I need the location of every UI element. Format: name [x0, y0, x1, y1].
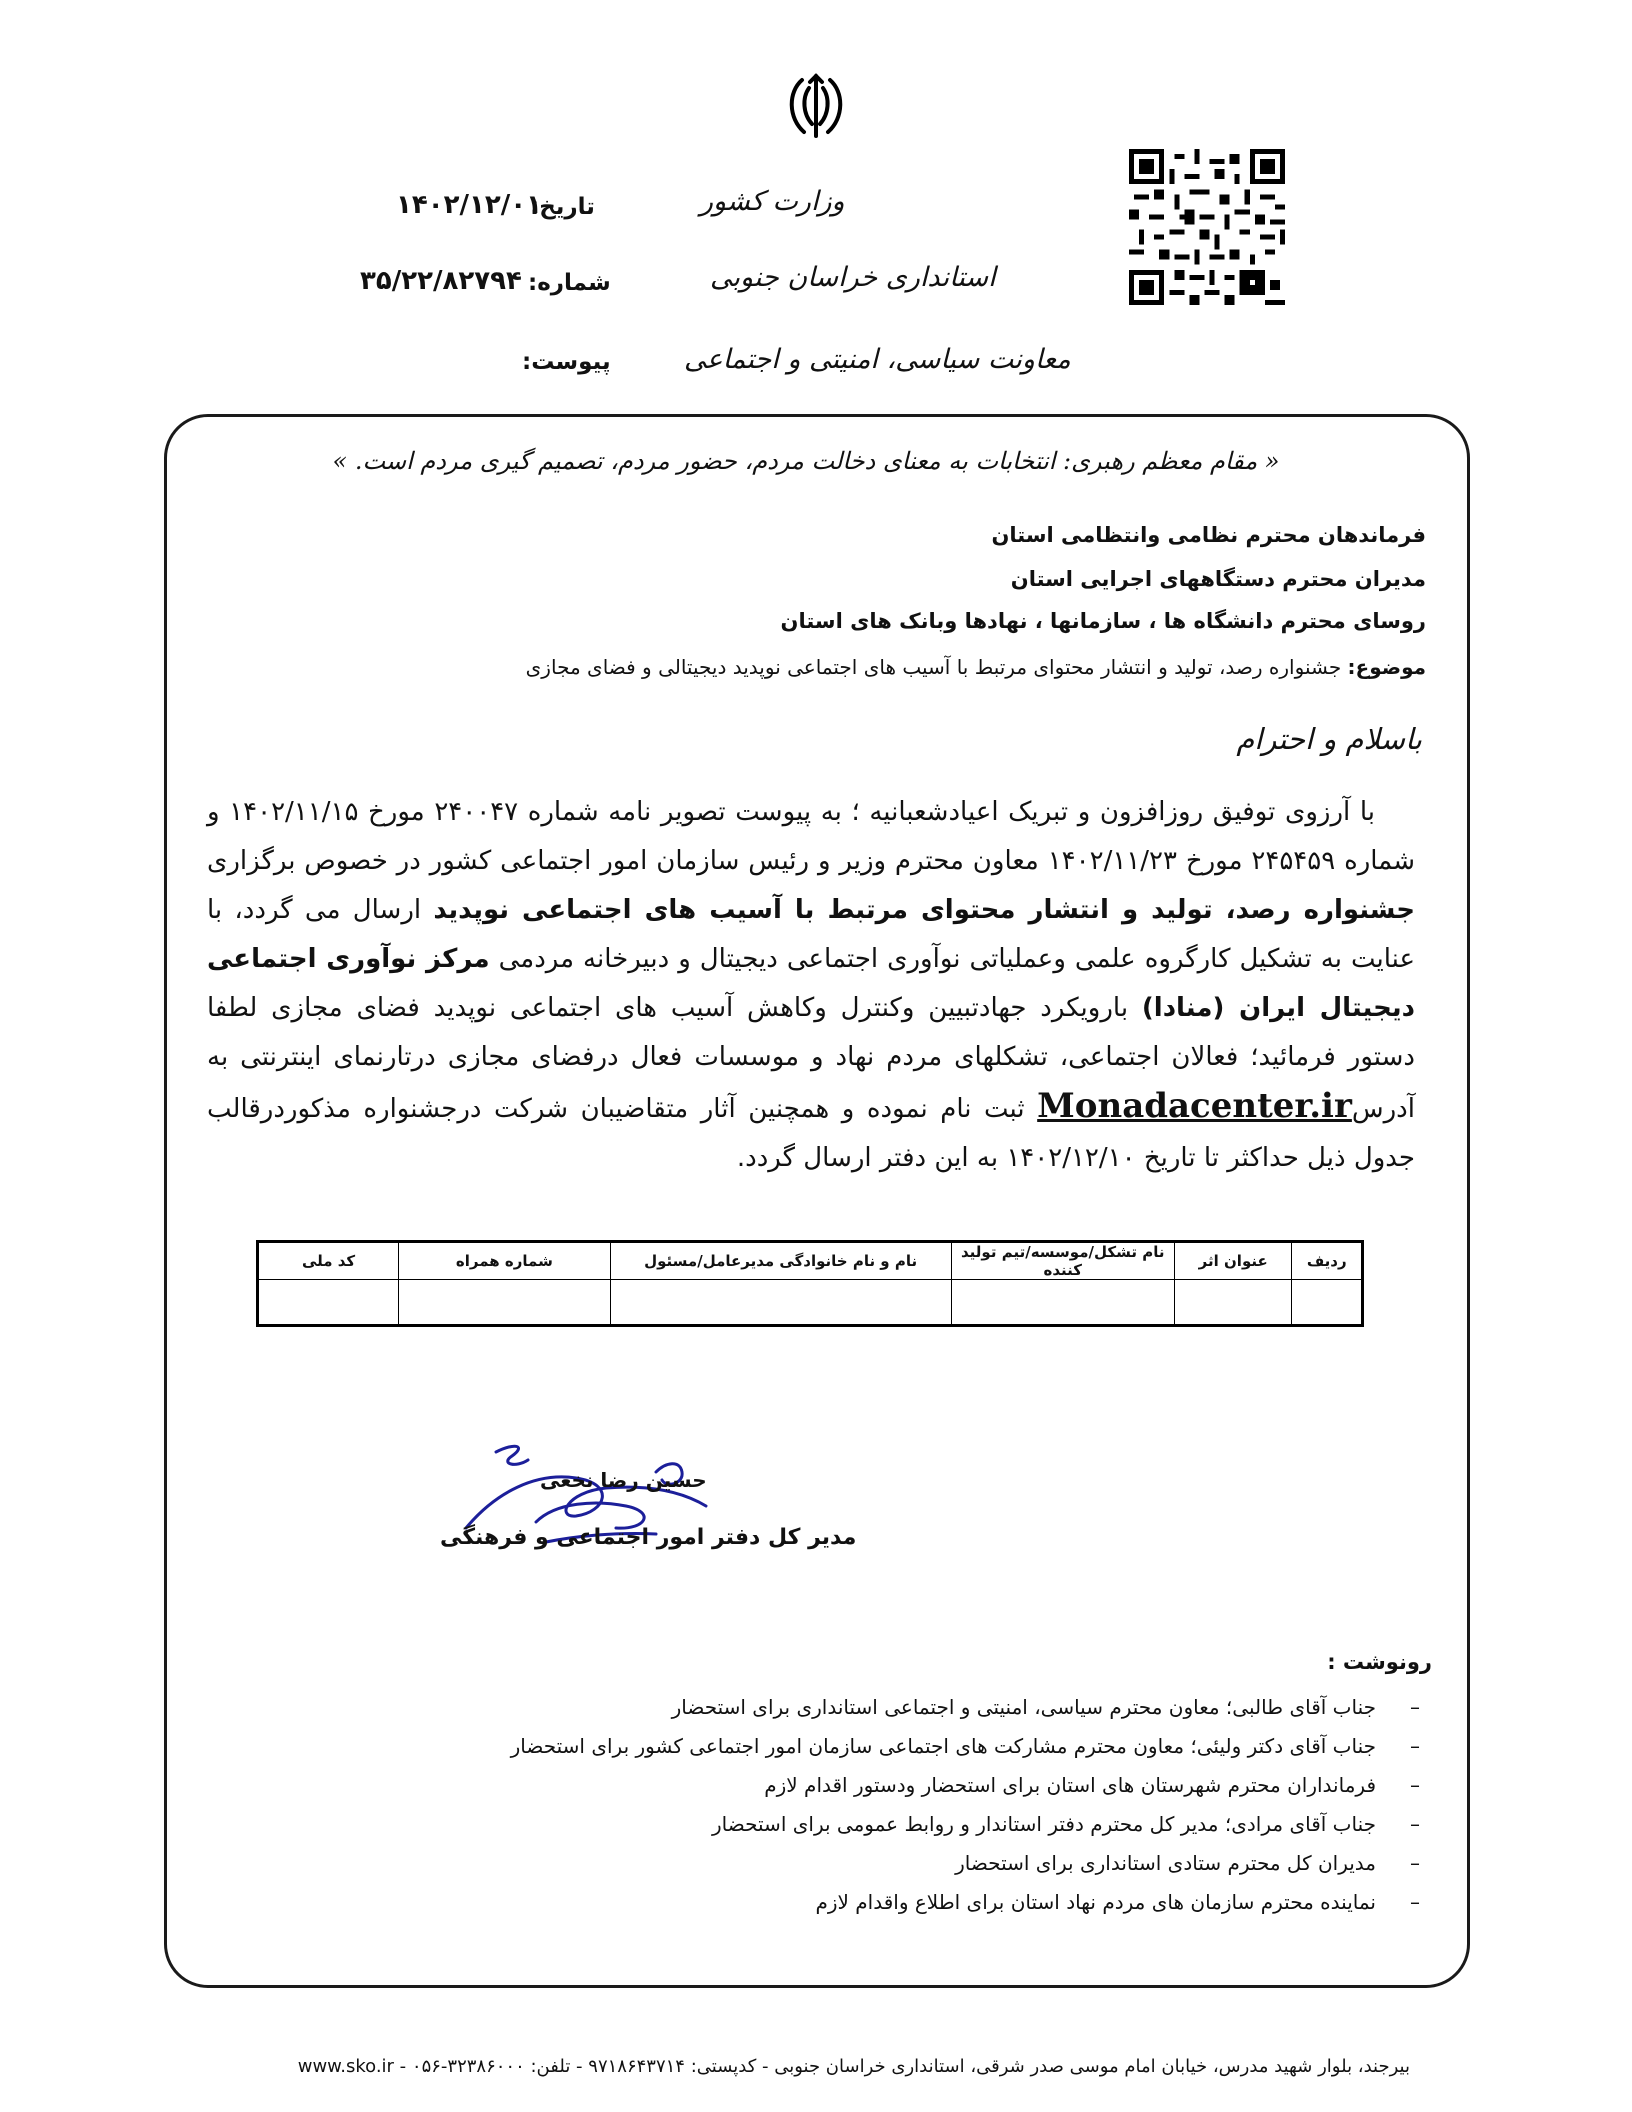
table-cell: [399, 1280, 611, 1326]
cc-recipient: جناب آقای دکتر ولیئی؛ معاون محترم مشارکت های اجتماعی سازمان امور اجتماعی کشور برای استحضار: [510, 1734, 1376, 1758]
list-item: [410, 1844, 1420, 1883]
table-cell: [1292, 1280, 1363, 1326]
table-header-cell: نام و نام خانوادگی مدیرعامل/مسئول: [610, 1242, 951, 1280]
date-value: ۱۴۰۲/۱۲/۰۱: [396, 190, 542, 220]
attachment-label: پیوست:: [522, 349, 611, 375]
list-item: [410, 1688, 1420, 1727]
list-item: [410, 1766, 1420, 1805]
cc-recipient: مدیران کل محترم ستادی استانداری برای استحضار: [955, 1851, 1376, 1875]
table-cell: [258, 1280, 399, 1326]
cc-dash: –: [1410, 1773, 1420, 1797]
addressee-line: مدیران محترم دستگاههای اجرایی استان: [1010, 567, 1426, 591]
number-value: ۳۵/۲۲/۸۲۷۹۴: [360, 266, 522, 296]
body-text-part: ارسال می گردد، با عنایت به تشکیل کارگروه علمی وعملیاتی نوآوری اجتماعی دیجیتال و دبیرخانه مردمی: [207, 895, 1415, 974]
table-header-cell: ردیف: [1292, 1242, 1363, 1280]
iran-emblem-icon: [776, 70, 856, 144]
table-cell: [1174, 1280, 1292, 1326]
body-text-part: با آرزوی توفیق روزافزون و تبریک اعیادشعبانیه ؛ به پیوست تصویر نامه شماره ۲۴۰۰۴۷ مورخ ۱۴۰۲/۱۱/۱۵ و شماره ۲۴۵۴۵۹ مورخ ۱۴۰۲/۱۱/۲۳ معاون محترم وزیر و رئیس سازمان امور اجتماعی کشور در خصوص برگزاری: [207, 797, 1415, 876]
cc-recipient: جناب آقای طالبی؛ معاون محترم سیاسی، امنیتی و اجتماعی استانداری برای استحضار: [671, 1695, 1376, 1719]
table-header-cell: عنوان اثر: [1174, 1242, 1292, 1280]
body-text-part: ثبت نام نموده و همچنین آثار متقاضیبان شرکت درجشنواره مذکوردرقالب جدول ذیل حداکثر تا تاریخ ۱۴۰۲/۱۲/۱۰ به این دفتر ارسال گردد.: [207, 1094, 1415, 1173]
cc-dash: –: [1410, 1695, 1420, 1719]
list-item: [410, 1727, 1420, 1766]
deputy-office-name: معاونت سیاسی، امنیتی و اجتماعی: [684, 344, 1071, 375]
table-cell: [951, 1280, 1174, 1326]
signer-title: مدیر کل دفتر امور اجتماعی و فرهنگی: [440, 1525, 857, 1550]
table-row: [258, 1280, 1363, 1326]
subject-text: جشنواره رصد، تولید و انتشار محتوای مرتبط با آسیب های اجتماعی نوپدید دیجیتالی و فضای مجازی: [525, 655, 1342, 679]
greeting: باسلام و احترام: [1236, 722, 1422, 756]
cc-dash: –: [1410, 1734, 1420, 1758]
letter-body: [207, 788, 1415, 1183]
leader-quote: « مقام معظم رهبری: انتخابات به معنای دخالت مردم، حضور مردم، تصمیم گیری مردم است. »: [332, 447, 1280, 475]
cc-list: [410, 1688, 1420, 1922]
table-header-cell: شماره همراه: [399, 1242, 611, 1280]
cc-dash: –: [1410, 1890, 1420, 1914]
list-item: [410, 1883, 1420, 1922]
subject-line: [526, 655, 1426, 679]
addressee-line: روسای محترم دانشگاه ها ، سازمانها ، نهادها وبانک های استان: [780, 609, 1426, 633]
ministry-name: وزارت کشور: [700, 186, 845, 217]
subject-label: موضوع:: [1347, 655, 1426, 679]
body-text-part: بارویکرد جهادتبیین وکنترل وکاهش آسیب های اجتماعی نوپدید فضای مجازی لطفا دستور فرمائید؛ فعالان اجتماعی، تشکلهای مردم نهاد و موسسات فعال درفضای مجازی درتارنمای اینترنتی به آدرس: [207, 993, 1415, 1124]
innovation-center-name: مرکز نوآوری اجتماعی دیجیتال ایران (منادا): [207, 944, 1415, 1023]
website-link[interactable]: Monadacenter.ir: [1037, 1086, 1352, 1126]
cc-dash: –: [1410, 1851, 1420, 1875]
table-header-cell: نام تشکل/موسسه/تیم تولید کننده: [951, 1242, 1174, 1280]
qr-code: [1129, 149, 1285, 305]
cc-dash: –: [1410, 1812, 1420, 1836]
table-header-row: [258, 1242, 1363, 1280]
cc-recipient: نماینده محترم سازمان های مردم نهاد استان برای اطلاع واقدام لازم: [815, 1890, 1376, 1914]
cc-title: رونوشت :: [1327, 1650, 1432, 1674]
list-item: [410, 1805, 1420, 1844]
date-label: تاریخ:: [530, 194, 595, 220]
footer-address: بیرجند، بلوار شهید مدرس، خیابان امام موسی صدر شرقی، استانداری خراسان جنوبی - کدپستی: ۹۷۱۸۶۴۳۷۱۴ - تلفن: ۳۲۳۸۶۰۰۰-۰۵۶ - www.sko.ir: [297, 2056, 1410, 2077]
governorate-name: استانداری خراسان جنوبی: [710, 262, 996, 293]
signer-name: حسین رضا نخعی: [540, 1468, 707, 1492]
submission-table: [256, 1240, 1364, 1327]
cc-recipient: فرمانداران محترم شهرستان های استان برای استحضار ودستور اقدام لازم: [764, 1773, 1376, 1797]
table-header-cell: کد ملی: [258, 1242, 399, 1280]
festival-name: جشنواره رصد، تولید و انتشار محتوای مرتبط با آسیب های اجتماعی نوپدید: [433, 895, 1416, 925]
table-cell: [610, 1280, 951, 1326]
cc-recipient: جناب آقای مرادی؛ مدیر کل محترم دفتر استاندار و روابط عمومی برای استحضار: [712, 1812, 1376, 1836]
number-label: شماره:: [528, 270, 611, 296]
addressee-line: فرماندهان محترم نظامی وانتظامی استان: [991, 523, 1426, 547]
